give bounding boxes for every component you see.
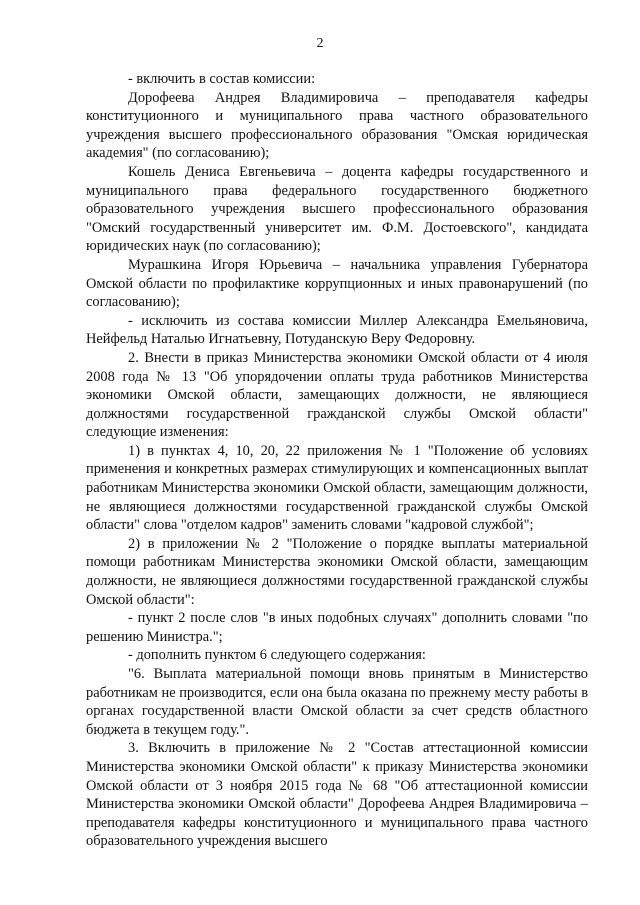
paragraph-include-commission: - включить в состав комиссии:	[128, 71, 316, 87]
paragraph-exclude-commission: - исключить из состава комиссии Миллер Александра Емельяновича, Нейфельд Наталью Игнатьевну, Потуданскую Веру Федоровну.	[86, 312, 588, 348]
paragraph-dorofeev: Дорофеева Андрея Владимировича – преподавателя кафедры конституционного и муниципального права частного образовательного учреждения высшего профессионального образования "Омская юридическая академия" (по согласованию);	[86, 89, 588, 162]
page-number: 2	[316, 36, 324, 51]
paragraph-koshel: Кошель Дениса Евгеньевича – доцента кафедры государственного и муниципального права федерального государственного бюджетного образовательного учреждения высшего профессионального образования "Омский государственный университет им. Ф.М. Достоевского", кандидата юридических наук (по согласованию);	[86, 163, 588, 255]
paragraph-item-2: 2. Внести в приказ Министерства экономики Омской области от 4 июля 2008 года № 13 "Об упорядочении оплаты труда работников Министерства экономики Омской области, замещающих должности, не являющиеся должностями государственной гражданской службы Омской области" следующие изменения:	[86, 349, 588, 441]
paragraph-subitem-1: 1) в пунктах 4, 10, 20, 22 приложения № 1 "Положение об условиях применения и конкретных размерах стимулирующих и компенсационных выплат работникам Министерства экономики Омской области, замещающим должности, не являющиеся должностями государственной гражданской службы Омской области" слова "отделом кадров" заменить словами "кадровой службой";	[86, 442, 588, 534]
paragraph-subitem-2: 2) в приложении № 2 "Положение о порядке выплаты материальной помощи работникам Министерства экономики Омской области, замещающим должности, не являющиеся должностями государственной гражданской службы Омской области":	[86, 535, 588, 608]
paragraph-point-6-text: "6. Выплата материальной помощи вновь принятым в Министерство работникам не производится, если она была оказана по прежнему месту работы в органах государственной власти Омской области за счет средств областного бюджета в текущем году.".	[86, 666, 588, 738]
document-body	[86, 70, 588, 851]
paragraph-murashkin: Мурашкина Игоря Юрьевича – начальника управления Губернатора Омской области по профилактике коррупционных и иных правонарушений (по согласованию);	[86, 256, 588, 311]
paragraph-point-2-addition: - пункт 2 после слов "в иных подобных случаях" дополнить словами "по решению Министра.";	[86, 610, 588, 645]
paragraph-item-3: 3. Включить в приложение № 2 "Состав аттестационной комиссии Министерства экономики Омской области" к приказу Министерства экономики Омской области от 3 ноября 2015 года № 68 "Об аттестационной комиссии Министерства экономики Омской области" Дорофеева Андрея Владимировича – преподавателя кафедры конституционного и муниципального права частного образовательного учреждения высшего	[86, 740, 588, 850]
paragraph-add-point-6: - дополнить пунктом 6 следующего содержания:	[128, 647, 426, 664]
